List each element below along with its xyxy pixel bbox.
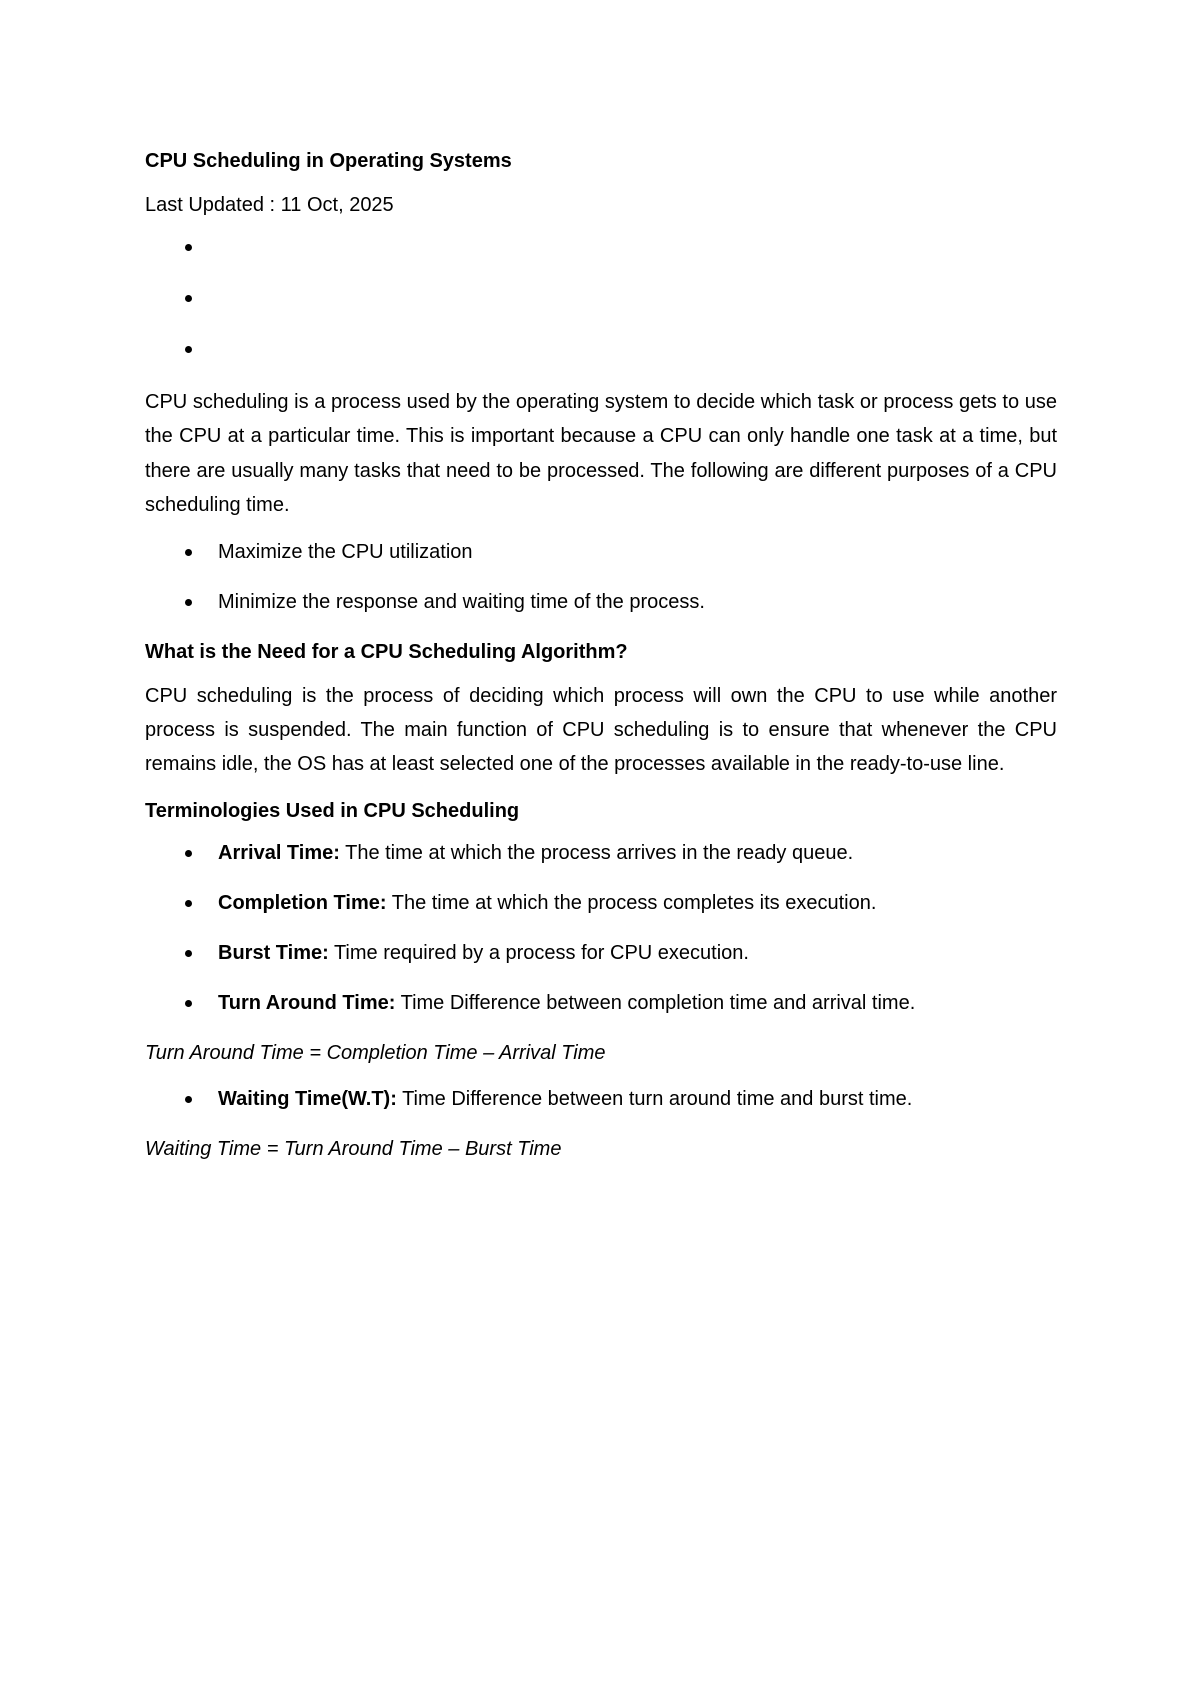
need-heading: What is the Need for a CPU Scheduling Algorithm? [145, 640, 628, 663]
term-label: Arrival Time: [218, 841, 340, 864]
empty-list-item [218, 334, 1057, 364]
term-definition: The time at which the process arrives in the ready queue. [339, 841, 854, 864]
formula-turn-around-time: Turn Around Time = Completion Time – Arrival Time [145, 1041, 606, 1064]
term-definition: The time at which the process completes its execution. [386, 891, 877, 914]
need-paragraph: CPU scheduling is the process of deciding which process will own the CPU to use while another process is suspended. The main function of CPU scheduling is to ensure that whenever the CPU remains idle, the OS has at least selected one of the processes available in the ready-to-use line. [145, 684, 1057, 776]
waiting-time-list [145, 1084, 1057, 1114]
terms-list [145, 838, 1057, 1018]
term-label: Turn Around Time: [218, 991, 396, 1014]
intro-paragraph: CPU scheduling is a process used by the operating system to decide which task or process gets to use the CPU at a particular time. This is important because a CPU can only handle one task at a time, but there are usually many tasks that need to be processed. The following are different purposes of a CPU scheduling time. [145, 391, 1057, 517]
list-item: Minimize the response and waiting time of the process. [218, 587, 1057, 617]
term-item-waiting-time [218, 1084, 1057, 1114]
empty-bullet-list [145, 232, 1057, 364]
term-definition: Time Difference between turn around time and burst time. [396, 1087, 913, 1110]
term-definition: Time required by a process for CPU execution. [328, 941, 749, 964]
term-label: Waiting Time(W.T): [218, 1087, 397, 1110]
term-label: Completion Time: [218, 891, 387, 914]
term-item-turn-around-time [218, 988, 1057, 1018]
empty-list-item [218, 283, 1057, 313]
empty-list-item [218, 232, 1057, 262]
list-item: Maximize the CPU utilization [218, 537, 1057, 567]
term-definition: Time Difference between completion time and arrival time. [395, 991, 916, 1014]
terms-heading: Terminologies Used in CPU Scheduling [145, 799, 520, 822]
term-item-arrival-time [218, 838, 1057, 868]
formula-waiting-time: Waiting Time = Turn Around Time – Burst Time [145, 1137, 562, 1160]
last-updated: Last Updated : 11 Oct, 2025 [145, 194, 394, 216]
term-label: Burst Time: [218, 941, 329, 964]
term-item-completion-time [218, 888, 1057, 918]
purposes-list [145, 537, 1057, 617]
document-title: CPU Scheduling in Operating Systems [145, 150, 512, 172]
term-item-burst-time [218, 938, 1057, 968]
